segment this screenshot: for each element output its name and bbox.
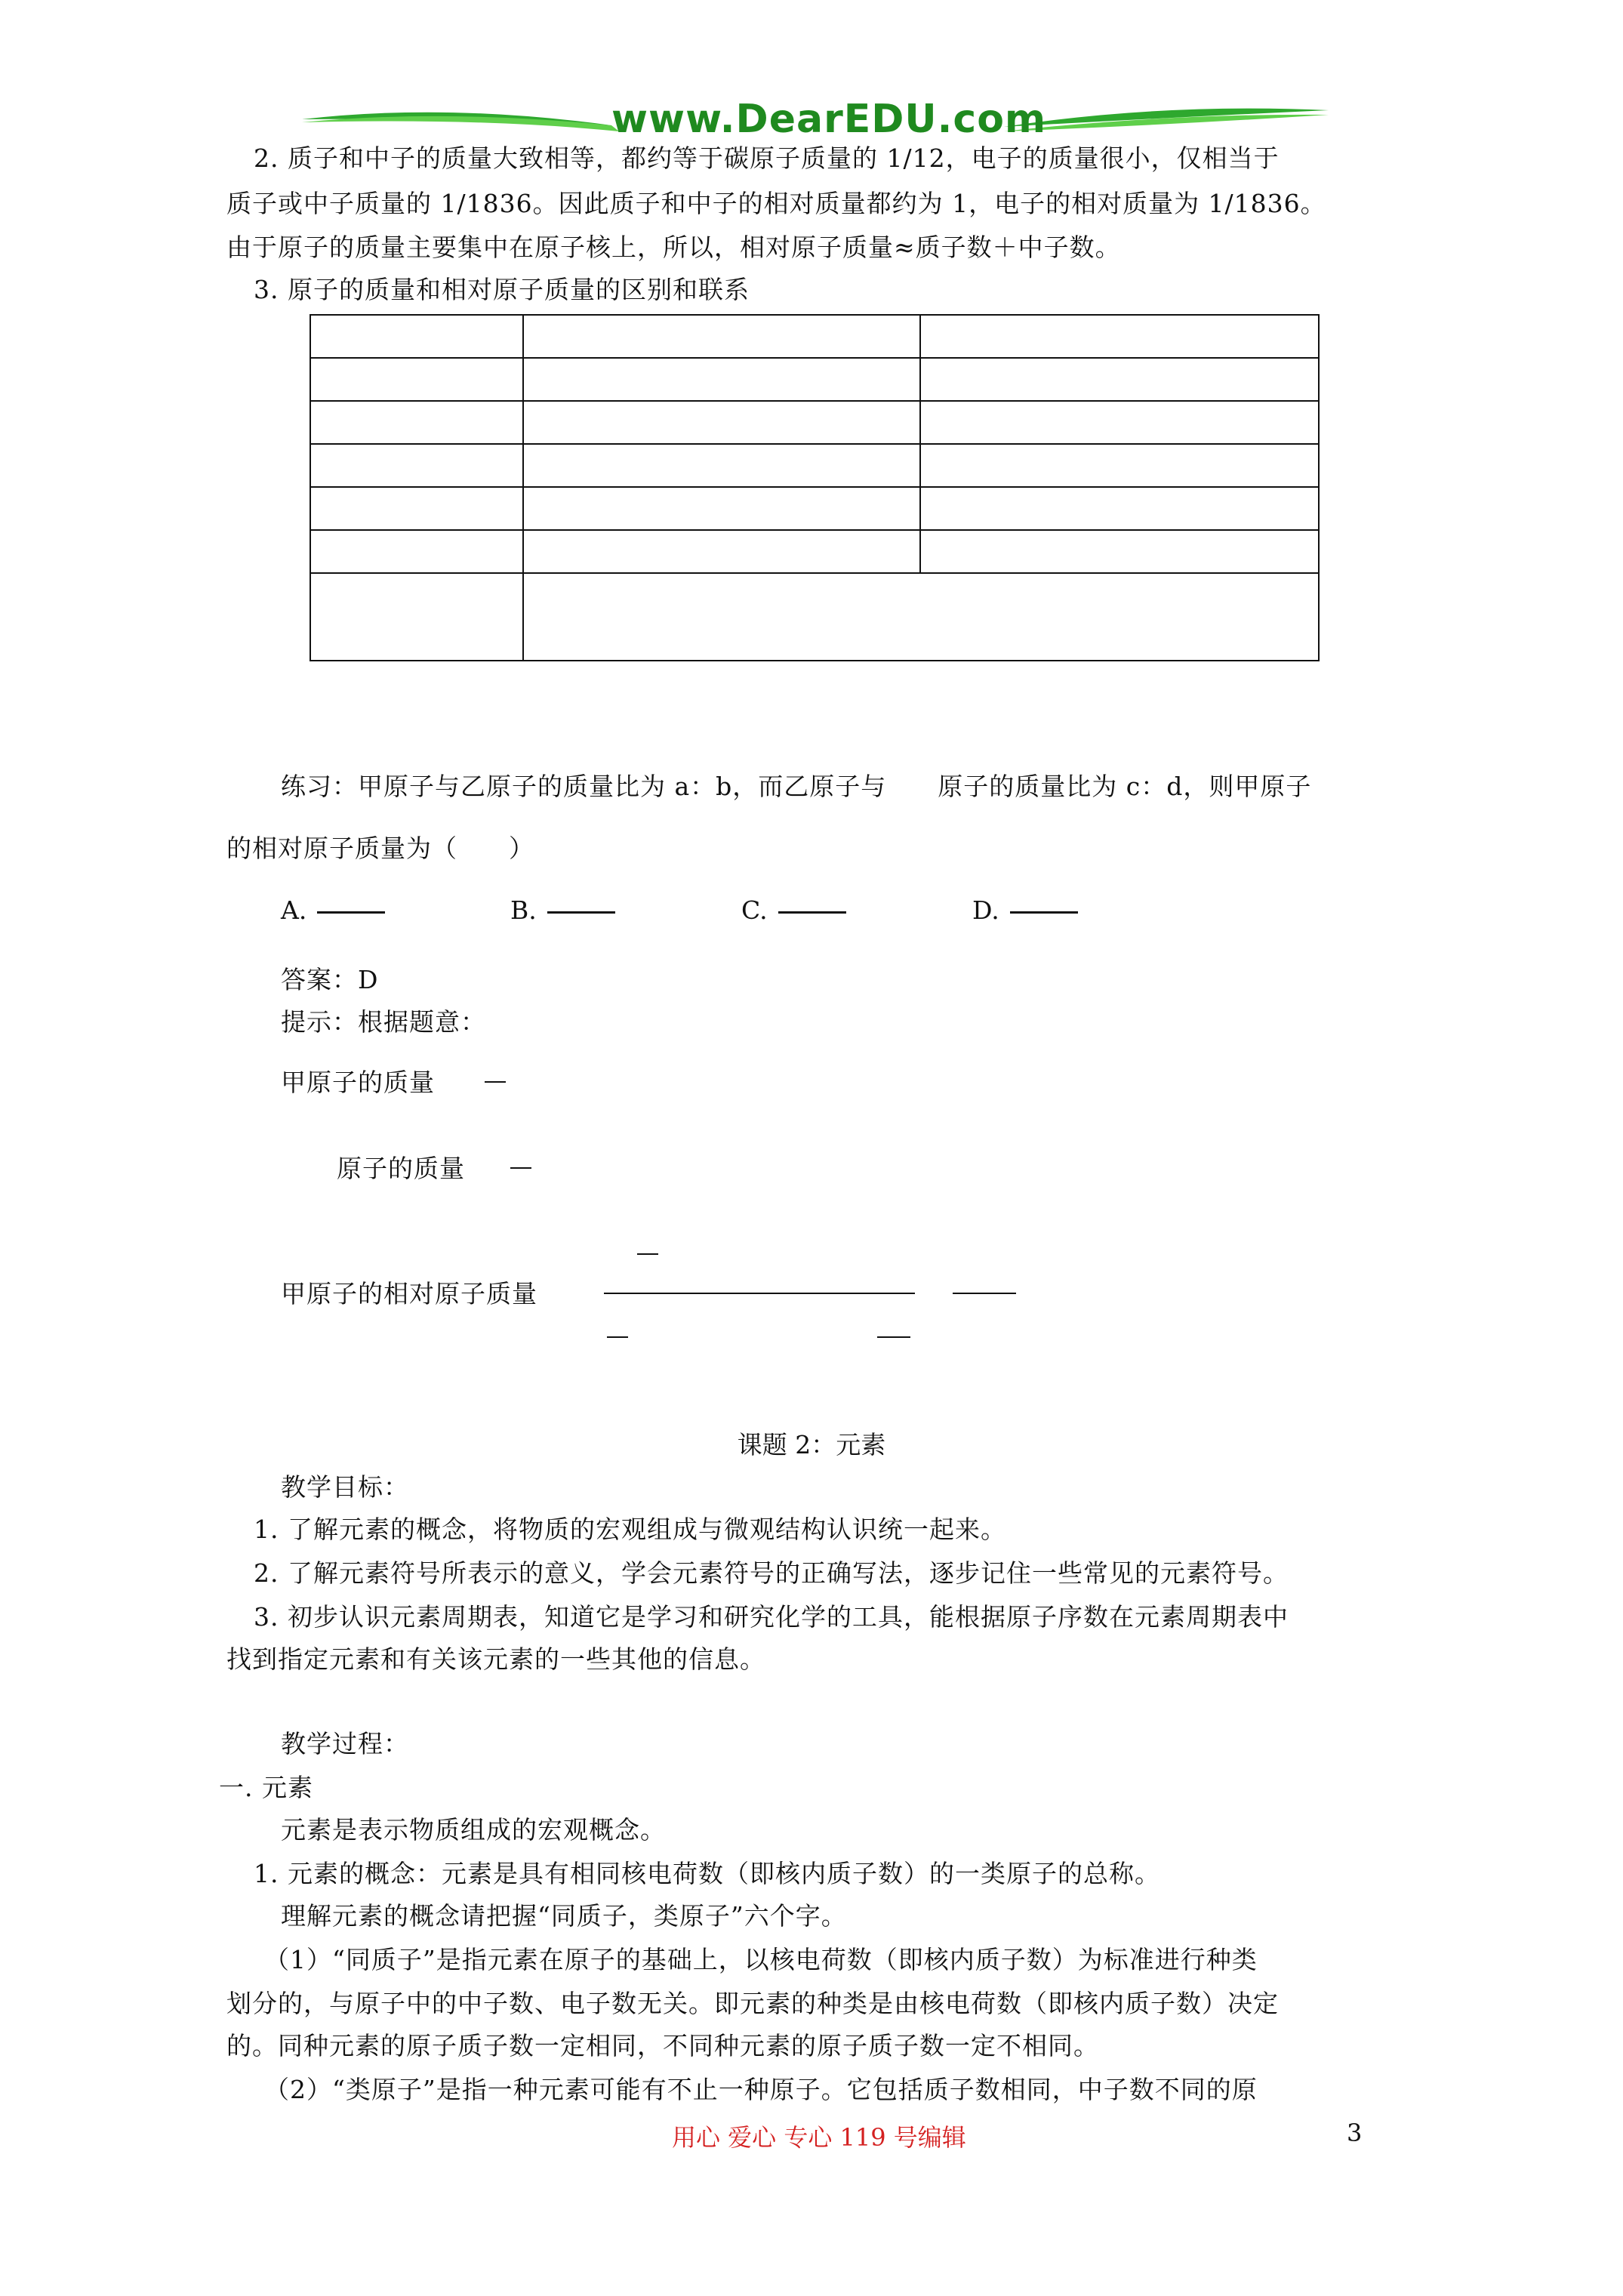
objective-3-line1: 3. 初步认识元素周期表，知道它是学习和研究化学的工具，能根据原子序数在元素周期表中	[254, 1602, 1289, 1632]
mass-c-fraction-bar	[510, 1167, 531, 1169]
process-heading: 教学过程：	[281, 1729, 409, 1758]
table-row	[310, 401, 1319, 444]
exercise-question-line2: 的相对原子质量为（ ）	[226, 834, 534, 863]
table-row	[310, 315, 1319, 358]
relative-mass-label: 甲原子的相对原子质量	[281, 1279, 537, 1308]
point-1-line1: （1）“同质子”是指元素在原子的基础上，以核电荷数（即核内质子数）为标准进行种类	[264, 1945, 1258, 1974]
objective-1: 1. 了解元素的概念，将物质的宏观组成与微观结构认识统一起来。	[254, 1515, 1006, 1544]
mass-a-fraction-bar	[485, 1081, 506, 1083]
denominator-bar-2	[877, 1336, 910, 1338]
objectives-heading: 教学目标：	[281, 1472, 409, 1502]
option-c-blank	[778, 911, 846, 914]
objective-3-line2: 找到指定元素和有关该元素的一些其他的信息。	[226, 1644, 765, 1674]
table-row-summary	[310, 573, 1319, 661]
hint: 提示：根据题意：	[281, 1007, 486, 1037]
paragraph-2-line1: 2. 质子和中子的质量大致相等，都约等于碳原子质量的 1/12，电子的质量很小，仅相当于	[254, 143, 1280, 173]
option-d-blank	[1010, 911, 1078, 914]
exercise-question-line1: 练习：甲原子与乙原子的质量比为 a：b，而乙原子与 原子的质量比为 c：d，则甲原子	[281, 772, 1312, 801]
site-logo-text: www.DearEDU.com	[611, 97, 1047, 142]
paragraph-2-line3: 由于原子的质量主要集中在原子核上，所以，相对原子质量≈质子数＋中子数。	[226, 233, 1121, 262]
option-d: D.	[972, 895, 1078, 925]
denominator-bar-1	[607, 1336, 628, 1338]
paragraph-3: 3. 原子的质量和相对原子质量的区别和联系	[254, 275, 750, 304]
table-row	[310, 487, 1319, 530]
main-fraction-bar	[604, 1293, 915, 1294]
point-2-line1: （2）“类原子”是指一种元素可能有不止一种原子。它包括质子数相同，中子数不同的原	[264, 2075, 1258, 2104]
table-row	[310, 530, 1319, 573]
numerator-bar	[637, 1253, 658, 1255]
answer: 答案：D	[281, 965, 379, 994]
paragraph-2-line2: 质子或中子质量的 1/1836。因此质子和中子的相对质量都约为 1，电子的相对质量为 1/1836。	[226, 189, 1326, 218]
table-row	[310, 444, 1319, 487]
comparison-table	[310, 314, 1320, 661]
page-number: 3	[1347, 2119, 1363, 2147]
point-1-line3: 的。同种元素的原子质子数一定相同，不同种元素的原子质子数一定不相同。	[226, 2031, 1099, 2060]
table-row	[310, 358, 1319, 401]
element-concept: 1. 元素的概念：元素是具有相同核电荷数（即核内质子数）的一类原子的总称。	[254, 1859, 1160, 1888]
part-1-description: 元素是表示物质组成的宏观概念。	[281, 1815, 666, 1845]
point-1-line2: 划分的，与原子中的中子数、电子数无关。即元素的种类是由核电荷数（即核内质子数）决定	[226, 1989, 1279, 2018]
part-1-heading: 一. 元素	[219, 1773, 313, 1802]
option-a-blank	[317, 911, 385, 914]
mass-c-label: 原子的质量	[337, 1154, 465, 1183]
objective-2: 2. 了解元素符号所表示的意义，学会元素符号的正确写法，逐步记住一些常见的元素符号。	[254, 1558, 1289, 1588]
mass-a-label: 甲原子的质量	[281, 1068, 435, 1097]
option-c: C.	[741, 895, 846, 925]
option-b-blank	[547, 911, 615, 914]
grasp-note: 理解元素的概念请把握“同质子，类原子”六个字。	[281, 1901, 847, 1931]
footer-text: 用心 爱心 专心 119 号编辑	[672, 2123, 966, 2152]
section-title: 课题 2：元素	[737, 1430, 886, 1459]
result-fraction-bar	[953, 1293, 1016, 1294]
option-a: A.	[281, 895, 385, 925]
option-b: B.	[510, 895, 615, 925]
